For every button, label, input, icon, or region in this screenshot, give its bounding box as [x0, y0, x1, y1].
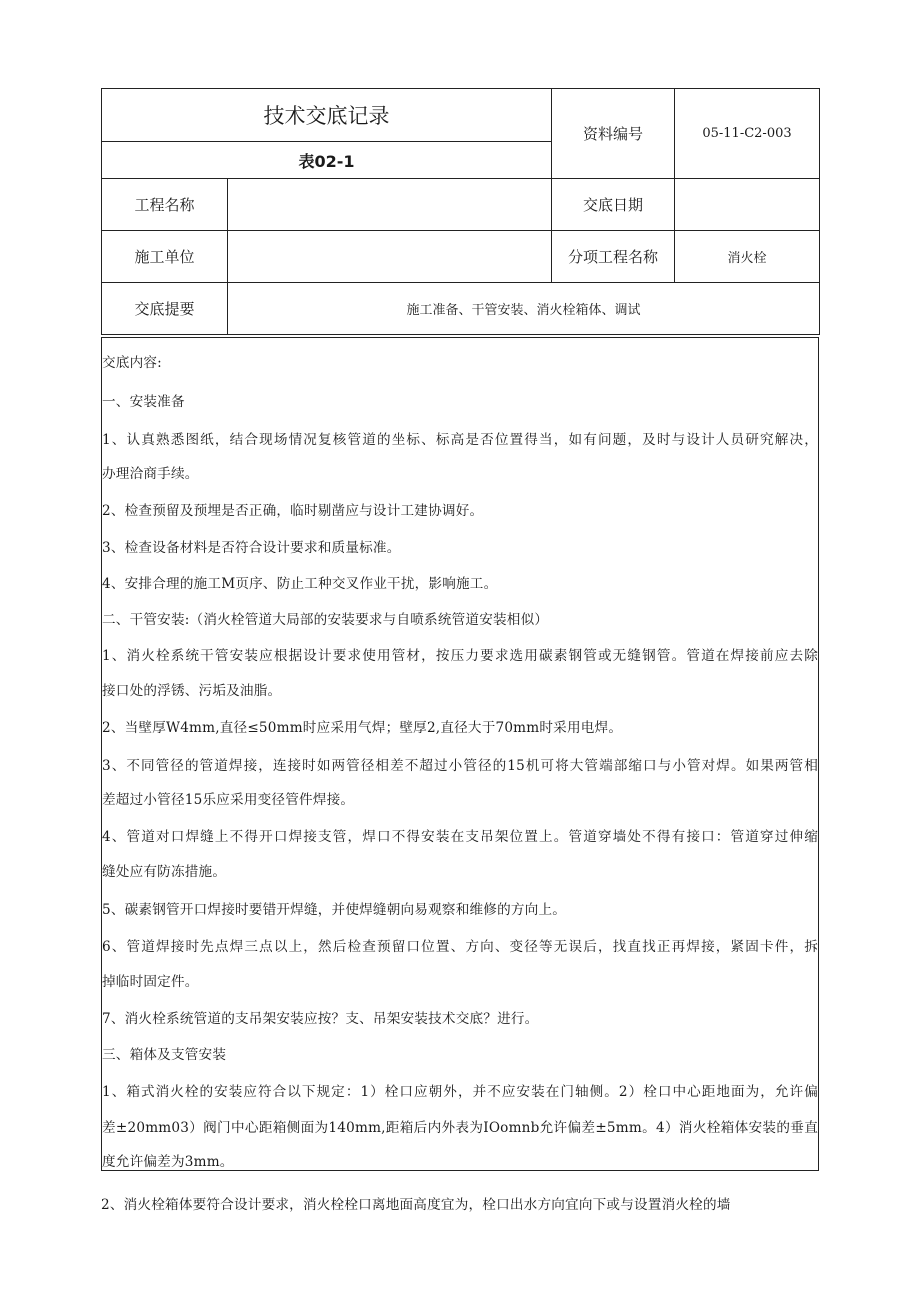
content-line: 三、箱体及支管安装 [102, 1047, 227, 1063]
content-line: 办理洽商手续。 [102, 466, 199, 482]
content-line: 7、消火栓系统管道的支吊架安装应按？支、吊架安装技术交底？进行。 [102, 1011, 539, 1027]
content-line: 2、当壁厚W4mm,直径≤50mm时应采用气焊；壁厚2,直径大于70mm时采用电焊。 [102, 720, 623, 736]
content-line: 4、安排合理的施工M页序、防止工种交叉作业干扰，影响施工。 [102, 576, 498, 592]
subitem-value: 消火栓 [675, 231, 820, 283]
doc-no-label: 资料编号 [552, 89, 675, 179]
content-line: 6、管道焊接时先点焊三点以上，然后检查预留口位置、方向、变径等无误后，找直找正再焊接，紧固卡件，拆 [102, 939, 818, 955]
date-label: 交底日期 [552, 179, 675, 231]
content-line: 3、检查设备材料是否符合设计要求和质量标准。 [102, 540, 401, 556]
content-line: 一、安装准备 [102, 394, 185, 410]
content-line: 1、消火栓系统干管安装应根据设计要求使用管材，按压力要求选用碳素钢管或无缝钢管。管道在焊接前应去除 [102, 648, 818, 664]
doc-no-value: 05-11-C2-003 [675, 89, 820, 179]
content-line: 3、不同管径的管道焊接，连接时如两管径相差不超过小管径的15机可将大管端部缩口与小管对焊。如果两管相 [102, 758, 818, 774]
content-line: 二、干管安装:（消火栓管道大局部的安装要求与自喷系统管道安装相似） [102, 612, 549, 628]
content-line: 5、碳素钢管开口焊接时要错开焊缝，并使焊缝朝向易观察和维修的方向上。 [102, 902, 567, 918]
unit-label: 施工单位 [102, 231, 228, 283]
header-table [101, 88, 820, 335]
content-line-continued: 2、消火栓箱体要符合设计要求，消火栓栓口离地面高度宜为，栓口出水方向宜向下或与设置消火栓的墙 [101, 1197, 731, 1213]
content-line: 2、检查预留及预埋是否正确，临时剔凿应与设计工建协调好。 [102, 503, 484, 519]
summary-label: 交底提要 [102, 283, 228, 335]
content-line: 1、箱式消火栓的安装应符合以下规定：1）栓口应朝外，并不应安装在门轴侧。2）栓口中心距地面为，允许偏 [102, 1084, 818, 1100]
content-line: 缝处应有防冻措施。 [102, 864, 227, 880]
content-line: 掉临时固定件。 [102, 974, 199, 990]
project-name-label: 工程名称 [102, 179, 228, 231]
content-line: 交底内容: [102, 355, 162, 371]
project-name-value [228, 179, 552, 231]
form-title: 技术交底记录 [102, 89, 552, 142]
content-line: 度允许偏差为3mm。 [102, 1154, 234, 1170]
content-line: 4、管道对口焊缝上不得开口焊接支管，焊口不得安装在支吊架位置上。管道穿墙处不得有接口：管道穿过伸缩 [102, 829, 818, 845]
summary-value: 施工准备、干管安装、消火栓箱体、调试 [228, 283, 820, 335]
unit-value [228, 231, 552, 283]
content-box [101, 337, 819, 1171]
table-number: 表02-1 [102, 142, 552, 179]
content-line: 接口处的浮锈、污垢及油脂。 [102, 683, 282, 699]
content-line: 1、认真熟悉图纸，结合现场情况复核管道的坐标、标高是否位置得当，如有问题，及时与设计人员研究解决， [102, 432, 818, 448]
date-value [675, 179, 820, 231]
content-line: 差±20mm03）阀门中心距箱侧面为140mm,距箱后内外表为IOomnb允许偏差±5mm。4）消火栓箱体安装的垂直 [102, 1120, 818, 1136]
content-line: 差超过小管径15乐应采用变径管件焊接。 [102, 792, 355, 808]
subitem-label: 分项工程名称 [552, 231, 675, 283]
